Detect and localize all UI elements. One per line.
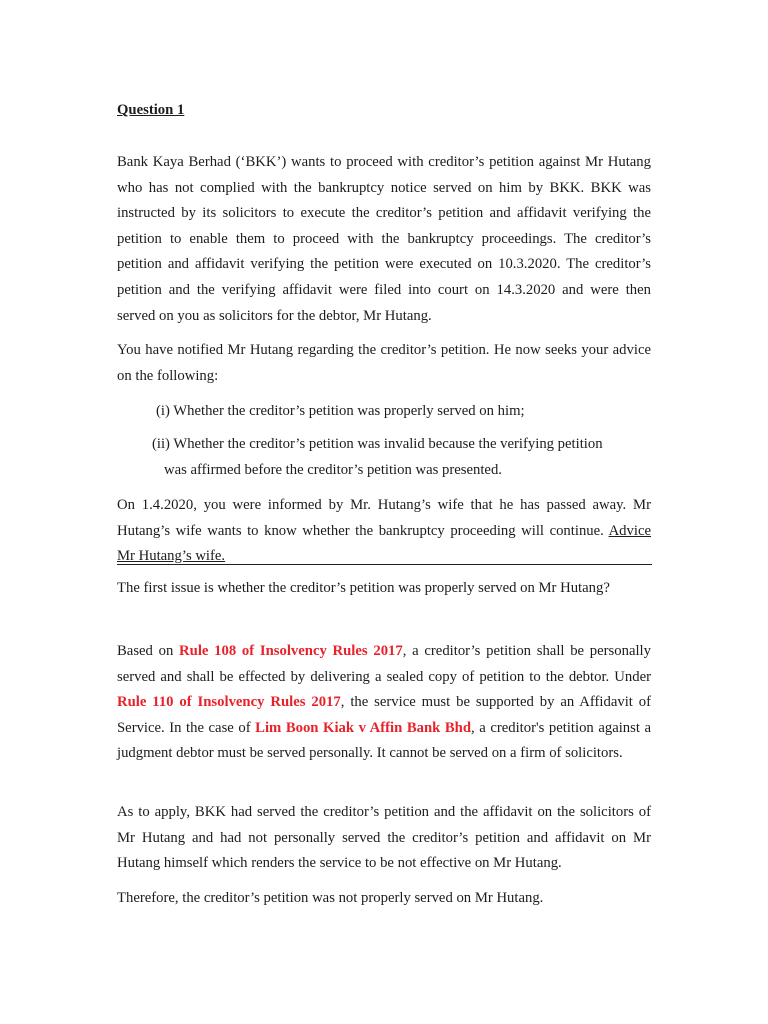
question-intro: [117, 150, 651, 329]
answer-issue-text: The first issue is whether the creditor’s petition was properly served on Mr Hutang?: [117, 580, 610, 596]
question-item-1: (i) Whether the creditor’s petition was properly served on him;: [156, 403, 525, 419]
answer-application-text: As to apply, BKK had served the creditor’s petition and the affidavit on the solicitors of Mr Hutang and had not personally served the creditor’s petition and affidavit on Mr Hutang himself which renders the service to be not effective on Mr Hutang.: [117, 804, 651, 872]
question-item-2-line-2: was affirmed before the creditor’s petition was presented.: [164, 461, 502, 478]
question-advice-text: You have notified Mr Hutang regarding the creditor’s petition. He now seeks your advice on the following:: [117, 342, 651, 384]
question-intro-text: Bank Kaya Berhad (‘BKK’) wants to proceed with creditor’s petition against Mr Hutang who has not complied with the bankruptcy notice served on him by BKK. BKK was instructed by its solicitors to execute the creditor’s petition and affidavit verifying the petition to enable them to proceed with the bankruptcy proceedings. The creditor’s petition and affidavit verifying the petition were executed on 10.3.2020. The creditor’s petition and the verifying affidavit were filed into court on 14.3.2020 and were then served on you as solicitors for the debtor, Mr Hutang.: [117, 154, 651, 324]
answer-application: [117, 800, 651, 877]
answer-rule-text: [117, 639, 651, 767]
answer-rule-part-2: , a creditor’s petition shall be personally served and shall be effected by delivering a sealed copy of petition to the debtor. Under: [117, 643, 651, 685]
rule-110-citation: Rule 110 of Insolvency Rules 2017: [117, 694, 341, 711]
question-death-text-b: Advice Mr Hutang’s wife.: [117, 522, 651, 565]
answer-rule-part-1: Based on: [117, 643, 180, 659]
answer-conclusion-text: Therefore, the creditor’s petition was not properly served on Mr Hutang.: [117, 890, 544, 906]
question-death-text: [117, 493, 651, 570]
answer-rule-part-3: , the service must be supported by an Affidavit of Service. In the case of: [117, 694, 651, 736]
answer-rule: [117, 639, 651, 767]
question-death-text-a: On 1.4.2020, you were informed by Mr. Hutang’s wife that he has passed away. Mr Hutang’s wife wants to know whether the bankruptcy proceeding will continue.: [117, 497, 651, 539]
answer-conclusion: [117, 886, 651, 912]
question-advice-request: [117, 338, 651, 389]
question-heading: Question 1: [117, 102, 185, 118]
question-item-2: [152, 432, 651, 483]
question-item-2-line-1: (ii) Whether the creditor’s petition was invalid because the verifying petition: [152, 436, 603, 452]
rule-108-citation: Rule 108 of Insolvency Rules 2017: [179, 643, 403, 659]
section-divider: [117, 564, 652, 565]
answer-rule-part-4: , a creditor's petition against a judgment debtor must be served personally. It cannot be served on a firm of solicitors.: [117, 719, 651, 762]
question-death-scenario: [117, 493, 651, 570]
answer-issue: [117, 576, 651, 602]
case-citation: Lim Boon Kiak v Affin Bank Bhd: [255, 719, 472, 736]
